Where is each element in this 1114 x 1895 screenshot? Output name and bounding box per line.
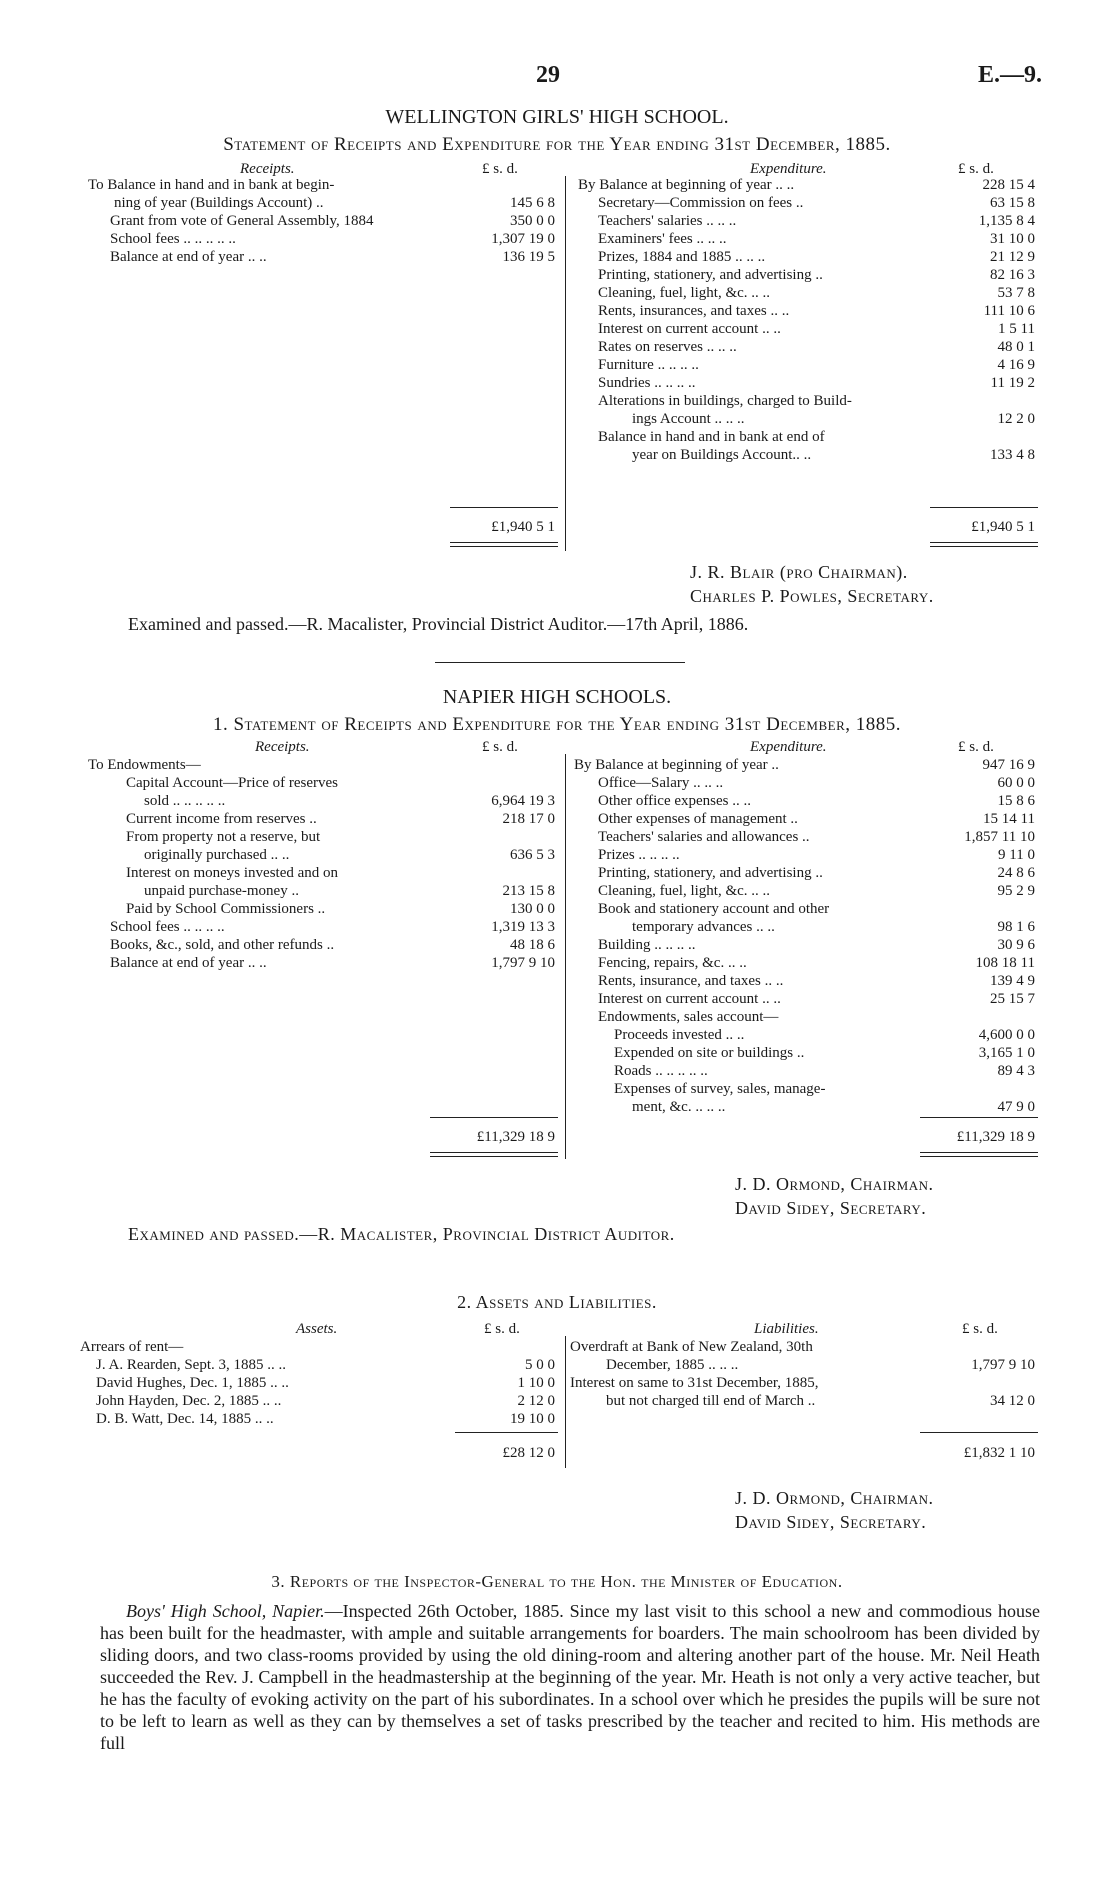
napier-expenditure-amount: 947 16 9 (982, 757, 1035, 773)
napier-receipt-label: Capital Account—Price of reserves (126, 775, 339, 791)
wellington-title: WELLINGTON GIRLS' HIGH SCHOOL. (385, 106, 729, 128)
wellington-expenditure-amount: 21 12 9 (990, 249, 1035, 265)
wellington-statement: Statement of Receipts and Expenditure for the Year ending 31st December, 1885. (223, 134, 891, 155)
wellington-expenditure-amount: 31 10 0 (990, 231, 1035, 247)
napier-expenditure-label: Building .. .. .. .. (598, 937, 696, 953)
liability-label: Interest on same to 31st December, 1885, (570, 1375, 819, 1391)
wellington-expenditure-label: Cleaning, fuel, light, &c. .. .. (598, 285, 771, 301)
page-number: 29 (536, 62, 560, 88)
napier-receipt-label: unpaid purchase-money .. (144, 883, 299, 899)
liability-label: Overdraft at Bank of New Zealand, 30th (570, 1339, 813, 1355)
wellington-expenditure-label: Rents, insurances, and taxes .. .. (598, 303, 790, 319)
asset-label: D. B. Watt, Dec. 14, 1885 .. .. (96, 1411, 274, 1427)
assets-column-divider (565, 1336, 566, 1468)
napier-receipts-heading: Receipts. (255, 739, 310, 755)
wellington-expenditure-double-rule (930, 542, 1038, 547)
napier-receipts-double-rule (430, 1152, 558, 1157)
wellington-expenditure-amount: 53 7 8 (997, 285, 1035, 301)
wellington-receipts-double-rule (450, 542, 558, 547)
napier-statement: 1. Statement of Receipts and Expenditure for the Year ending 31st December, 1885. (212, 714, 901, 735)
liability-label: December, 1885 .. .. .. (606, 1357, 739, 1373)
asset-amount: 2 12 0 (517, 1393, 555, 1409)
napier-expenditure-lsd: £ s. d. (958, 739, 994, 755)
napier-expenditure-label: Proceeds invested .. .. (614, 1027, 745, 1043)
napier-expenditure-amount: 15 8 6 (997, 793, 1035, 809)
wellington-expenditure-amount: 11 19 2 (990, 375, 1035, 391)
napier-expenditure-amount: 1,857 11 10 (964, 829, 1035, 845)
wellington-expenditure-amount: 1,135 8 4 (978, 213, 1035, 229)
page-ref: E.—9. (978, 62, 1043, 88)
wellington-expenditure-amount: 12 2 0 (997, 411, 1035, 427)
napier-expenditure-amount: 60 0 0 (997, 775, 1035, 791)
reports-paragraph (100, 1600, 1040, 1754)
asset-amount: 5 0 0 (525, 1357, 555, 1373)
napier-expenditure-amount: 89 4 3 (997, 1063, 1035, 1079)
napier-receipt-amount: 6,964 19 3 (491, 793, 555, 809)
assets-liabilities-title: 2. Assets and Liabilities. (457, 1292, 657, 1312)
napier-examined: Examined and passed.—R. Macalister, Provincial District Auditor. (128, 1224, 675, 1244)
napier-expenditure-label: Other office expenses .. .. (598, 793, 752, 809)
napier-receipts-lsd: £ s. d. (482, 739, 518, 755)
assets-lsd: £ s. d. (484, 1321, 520, 1337)
wellington-receipts-total: £1,940 5 1 (491, 519, 555, 535)
napier-receipts-total: £11,329 18 9 (476, 1129, 555, 1145)
liability-amount: 34 12 0 (990, 1393, 1035, 1409)
napier-receipt-label: Books, &c., sold, and other refunds .. (110, 937, 335, 953)
napier-expenditure-amount: 47 9 0 (997, 1099, 1035, 1115)
wellington-expenditure-amount: 1 5 11 (998, 321, 1035, 337)
assets-heading: Assets. (296, 1321, 338, 1337)
napier-expenditure-rule (920, 1117, 1038, 1118)
wellington-expenditure-label: Furniture .. .. .. .. (598, 357, 699, 373)
napier-expenditure-label: ment, &c. .. .. .. (632, 1099, 726, 1115)
asset-label: J. A. Rearden, Sept. 3, 1885 .. .. (96, 1357, 286, 1373)
wellington-expenditure-amount: 82 16 3 (990, 267, 1035, 283)
wellington-expenditure-label: Teachers' salaries .. .. .. (598, 213, 737, 229)
napier-receipt-amount: 636 5 3 (510, 847, 555, 863)
wellington-expenditure-rule (930, 507, 1038, 508)
liabilities-heading: Liabilities. (754, 1321, 819, 1337)
napier-signatory2-secretary: David Sidey, Secretary. (735, 1512, 927, 1532)
wellington-receipts-rule (450, 507, 558, 508)
napier-expenditure-heading: Expenditure. (750, 739, 827, 755)
napier-expenditure-label: Interest on current account .. .. (598, 991, 781, 1007)
napier-receipt-label: To Endowments— (88, 757, 201, 773)
wellington-signatory-secretary: Charles P. Powles, Secretary. (690, 586, 934, 606)
napier-receipts-rule (430, 1117, 558, 1118)
wellington-receipt-label: School fees .. .. .. .. .. (110, 231, 236, 247)
napier-receipt-label: Balance at end of year .. .. (110, 955, 267, 971)
wellington-expenditure-label: Examiners' fees .. .. .. (598, 231, 727, 247)
wellington-receipt-amount: 136 19 5 (502, 249, 555, 265)
napier-expenditure-label: Book and stationery account and other (598, 901, 830, 917)
reports-lead: Boys' High School, Napier. (126, 1601, 325, 1621)
napier-receipt-label: Paid by School Commissioners .. (126, 901, 326, 917)
napier-receipt-amount: 48 18 6 (510, 937, 555, 953)
wellington-expenditure-label: Rates on reserves .. .. .. (598, 339, 737, 355)
asset-label: Arrears of rent— (80, 1339, 184, 1355)
napier-expenditure-label: Expended on site or buildings .. (614, 1045, 805, 1061)
asset-amount: 19 10 0 (510, 1411, 555, 1427)
napier-receipt-amount: 130 0 0 (510, 901, 555, 917)
wellington-expenditure-amount: 133 4 8 (990, 447, 1035, 463)
napier-expenditure-label: Other expenses of management .. (598, 811, 798, 827)
napier-expenditure-double-rule (920, 1152, 1038, 1157)
wellington-expenditure-label: Sundries .. .. .. .. (598, 375, 696, 391)
wellington-receipt-amount: 350 0 0 (510, 213, 555, 229)
napier-expenditure-label: Rents, insurance, and taxes .. .. (598, 973, 784, 989)
wellington-expenditure-label: By Balance at beginning of year .. .. (578, 177, 795, 193)
wellington-receipt-label: ning of year (Buildings Account) .. (114, 195, 324, 211)
napier-signatory-chairman: J. D. Ormond, Chairman. (735, 1174, 934, 1194)
napier-expenditure-label: temporary advances .. .. (632, 919, 775, 935)
napier-expenditure-amount: 25 15 7 (990, 991, 1035, 1007)
napier-expenditure-amount: 9 11 0 (998, 847, 1035, 863)
wellington-expenditure-lsd: £ s. d. (958, 161, 994, 177)
wellington-expenditure-amount: 63 15 8 (990, 195, 1035, 211)
wellington-receipt-label: Grant from vote of General Assembly, 1884 (110, 213, 374, 229)
napier-signatory-secretary: David Sidey, Secretary. (735, 1198, 927, 1218)
napier-expenditure-label: Fencing, repairs, &c. .. .. (598, 955, 747, 971)
napier-expenditure-label: Prizes .. .. .. .. (598, 847, 680, 863)
napier-column-divider (565, 754, 566, 1159)
napier-expenditure-amount: 4,600 0 0 (978, 1027, 1035, 1043)
section-separator (435, 662, 685, 663)
napier-receipt-amount: 1,797 9 10 (491, 955, 555, 971)
wellington-expenditure-heading: Expenditure. (750, 161, 827, 177)
wellington-receipts-lsd: £ s. d. (482, 161, 518, 177)
liabilities-lsd: £ s. d. (962, 1321, 998, 1337)
wellington-receipt-amount: 145 6 8 (510, 195, 555, 211)
asset-label: David Hughes, Dec. 1, 1885 .. .. (96, 1375, 289, 1391)
napier-expenditure-label: Printing, stationery, and advertising .. (598, 865, 823, 881)
wellington-expenditure-label: Prizes, 1884 and 1885 .. .. .. (598, 249, 766, 265)
wellington-expenditure-label: Secretary—Commission on fees .. (598, 195, 804, 211)
napier-receipt-amount: 213 15 8 (502, 883, 555, 899)
napier-expenditure-amount: 108 18 11 (975, 955, 1035, 971)
napier-expenditure-total: £11,329 18 9 (956, 1129, 1035, 1145)
napier-receipt-label: From property not a reserve, but (126, 829, 321, 845)
napier-expenditure-amount: 139 4 9 (990, 973, 1035, 989)
wellington-examined: Examined and passed.—R. Macalister, Provincial District Auditor.—17th April, 1886. (128, 614, 749, 634)
wellington-expenditure-amount: 48 0 1 (997, 339, 1035, 355)
napier-receipt-label: originally purchased .. .. (144, 847, 290, 863)
liability-label: but not charged till end of March .. (606, 1393, 816, 1409)
reports-body: —Inspected 26th October, 1885. Since my last visit to this school a new and commodious house has been built for the headmaster, with ample and suitable arrangements for boarders. The main schoolroom has been divided by sliding doors, and two class-rooms provided by using the old dining-room and altering another part of the house. Mr. Neil Heath succeeded the Rev. J. Campbell in the headmastership at the beginning of the year. Mr. Heath is not only a very active teacher, but he has the faculty of evoking activity on the part of his subordinates. In a school over which he presides the pupils will be sure not to be left to learn as well as they can by themselves a set of tasks prescribed by the teacher and recited to him. His methods are full (100, 1601, 1040, 1753)
napier-expenditure-label: Endowments, sales account— (598, 1009, 779, 1025)
wellington-column-divider (565, 176, 566, 551)
reports-title: 3. Reports of the Inspector-General to the Hon. the Minister of Education. (271, 1572, 843, 1591)
napier-expenditure-amount: 30 9 6 (997, 937, 1035, 953)
asset-amount: 1 10 0 (517, 1375, 555, 1391)
wellington-expenditure-amount: 4 16 9 (997, 357, 1035, 373)
wellington-receipt-amount: 1,307 19 0 (491, 231, 555, 247)
napier-expenditure-amount: 98 1 6 (997, 919, 1035, 935)
assets-total: £28 12 0 (502, 1445, 555, 1461)
liabilities-rule (920, 1432, 1038, 1433)
asset-label: John Hayden, Dec. 2, 1885 .. .. (96, 1393, 282, 1409)
wellington-expenditure-amount: 228 15 4 (982, 177, 1035, 193)
napier-expenditure-label: Teachers' salaries and allowances .. (598, 829, 810, 845)
wellington-expenditure-label: Interest on current account .. .. (598, 321, 781, 337)
napier-receipt-amount: 218 17 0 (502, 811, 555, 827)
liability-amount: 1,797 9 10 (971, 1357, 1035, 1373)
napier-expenditure-amount: 95 2 9 (997, 883, 1035, 899)
napier-expenditure-amount: 24 8 6 (997, 865, 1035, 881)
liabilities-total: £1,832 1 10 (963, 1445, 1035, 1461)
wellington-expenditure-total: £1,940 5 1 (971, 519, 1035, 535)
napier-expenditure-amount: 15 14 11 (983, 811, 1035, 827)
napier-receipt-amount: 1,319 13 3 (491, 919, 555, 935)
wellington-receipt-label: Balance at end of year .. .. (110, 249, 267, 265)
napier-expenditure-label: Roads .. .. .. .. .. (614, 1063, 708, 1079)
wellington-expenditure-label: year on Buildings Account.. .. (632, 447, 812, 463)
napier-expenditure-label: Cleaning, fuel, light, &c. .. .. (598, 883, 771, 899)
napier-receipt-label: Current income from reserves .. (126, 811, 317, 827)
napier-receipt-label: Interest on moneys invested and on (126, 865, 339, 881)
napier-expenditure-label: Expenses of survey, sales, manage- (614, 1081, 826, 1097)
napier-receipt-label: sold .. .. .. .. .. (144, 793, 226, 809)
napier-title: NAPIER HIGH SCHOOLS. (442, 686, 672, 708)
wellington-expenditure-label: Alterations in buildings, charged to Build- (598, 393, 852, 409)
wellington-expenditure-label: ings Account .. .. .. (632, 411, 745, 427)
assets-rule (455, 1432, 558, 1433)
wellington-receipts-heading: Receipts. (240, 161, 295, 177)
wellington-signatory-chairman: J. R. Blair (pro Chairman). (690, 562, 908, 582)
napier-expenditure-label: Office—Salary .. .. .. (598, 775, 724, 791)
napier-receipt-label: School fees .. .. .. .. (110, 919, 225, 935)
wellington-expenditure-label: Printing, stationery, and advertising .. (598, 267, 823, 283)
wellington-expenditure-label: Balance in hand and in bank at end of (598, 429, 825, 445)
napier-expenditure-label: By Balance at beginning of year .. (574, 757, 779, 773)
wellington-receipt-label: To Balance in hand and in bank at begin- (88, 177, 335, 193)
napier-expenditure-amount: 3,165 1 0 (978, 1045, 1035, 1061)
wellington-expenditure-amount: 111 10 6 (983, 303, 1035, 319)
napier-signatory2-chairman: J. D. Ormond, Chairman. (735, 1488, 934, 1508)
